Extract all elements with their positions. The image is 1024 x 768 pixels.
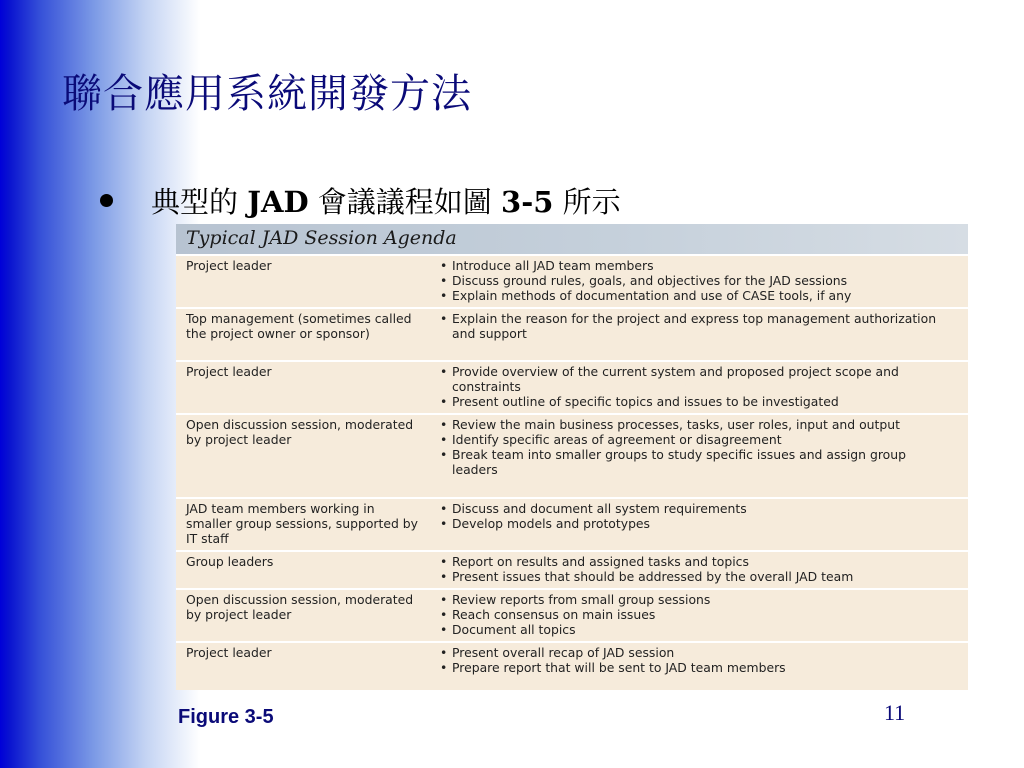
agenda-task: • Provide overview of the current system and proposed project scope and constraints [438,364,952,394]
agenda-role: Top management (sometimes called the project owner or sponsor) [186,311,412,341]
agenda-task: • Identify specific areas of agreement or disagreement [438,432,962,447]
agenda-row [176,307,968,360]
agenda-task: • Break team into smaller groups to study specific issues and assign group leaders [438,447,952,477]
agenda-table-title: Typical JAD Session Agenda [186,227,457,249]
bullet-text [151,180,621,221]
agenda-task: • Introduce all JAD team members [438,258,962,273]
agenda-task: • Review the main business processes, tasks, user roles, input and output [438,417,952,432]
agenda-role: Project leader [186,645,272,660]
agenda-tasks [438,258,962,303]
agenda-task: • Explain methods of documentation and use of CASE tools, if any [438,288,962,303]
agenda-tasks [438,364,962,409]
agenda-tasks [438,311,962,341]
agenda-tasks [438,554,962,584]
agenda-task: • Present outline of specific topics and issues to be investigated [438,394,962,409]
bullet-text-jad: JAD [247,184,309,219]
agenda-task: • Report on results and assigned tasks and topics [438,554,962,569]
agenda-task: • Discuss and document all system requirements [438,501,962,516]
bullet-text-suffix: 所示 [553,184,621,219]
bullet-dot-icon [100,194,113,207]
agenda-row [176,588,968,641]
agenda-tasks [438,501,962,531]
agenda-row [176,254,968,307]
agenda-role: Group leaders [186,554,274,569]
agenda-table [176,224,968,690]
bullet-text-figure-number: 3-5 [501,184,554,219]
agenda-task: • Explain the reason for the project and express top management authorization and support [438,311,952,341]
page-number: 11 [884,700,906,725]
agenda-task: • Prepare report that will be sent to JAD team members [438,660,962,675]
agenda-row [176,413,968,497]
agenda-role: Project leader [186,258,272,273]
agenda-tasks [438,645,962,675]
agenda-row [176,550,968,588]
bullet-text-prefix: 典型的 [151,184,248,219]
agenda-row [176,641,968,690]
bullet-point [100,180,621,220]
agenda-task: • Discuss ground rules, goals, and objectives for the JAD sessions [438,273,962,288]
agenda-tasks [438,592,962,637]
agenda-task: • Review reports from small group sessions [438,592,962,607]
bullet-text-middle: 會議議程如圖 [308,184,502,219]
agenda-row [176,497,968,550]
agenda-role: Open discussion session, moderated by project leader [186,417,414,447]
agenda-row [176,360,968,413]
figure-caption: Figure 3-5 [178,706,274,728]
agenda-task: • Document all topics [438,622,962,637]
agenda-tasks [438,417,962,477]
agenda-task: • Develop models and prototypes [438,516,962,531]
agenda-task: • Reach consensus on main issues [438,607,962,622]
agenda-task: • Present issues that should be addressed by the overall JAD team [438,569,962,584]
agenda-role: Project leader [186,364,272,379]
agenda-role: Open discussion session, moderated by project leader [186,592,414,622]
agenda-task: • Present overall recap of JAD session [438,645,962,660]
agenda-table-header [176,224,968,254]
slide-title: 聯合應用系統開發方法 [62,71,472,117]
agenda-role: JAD team members working in smaller group sessions, supported by IT staff [186,501,418,546]
